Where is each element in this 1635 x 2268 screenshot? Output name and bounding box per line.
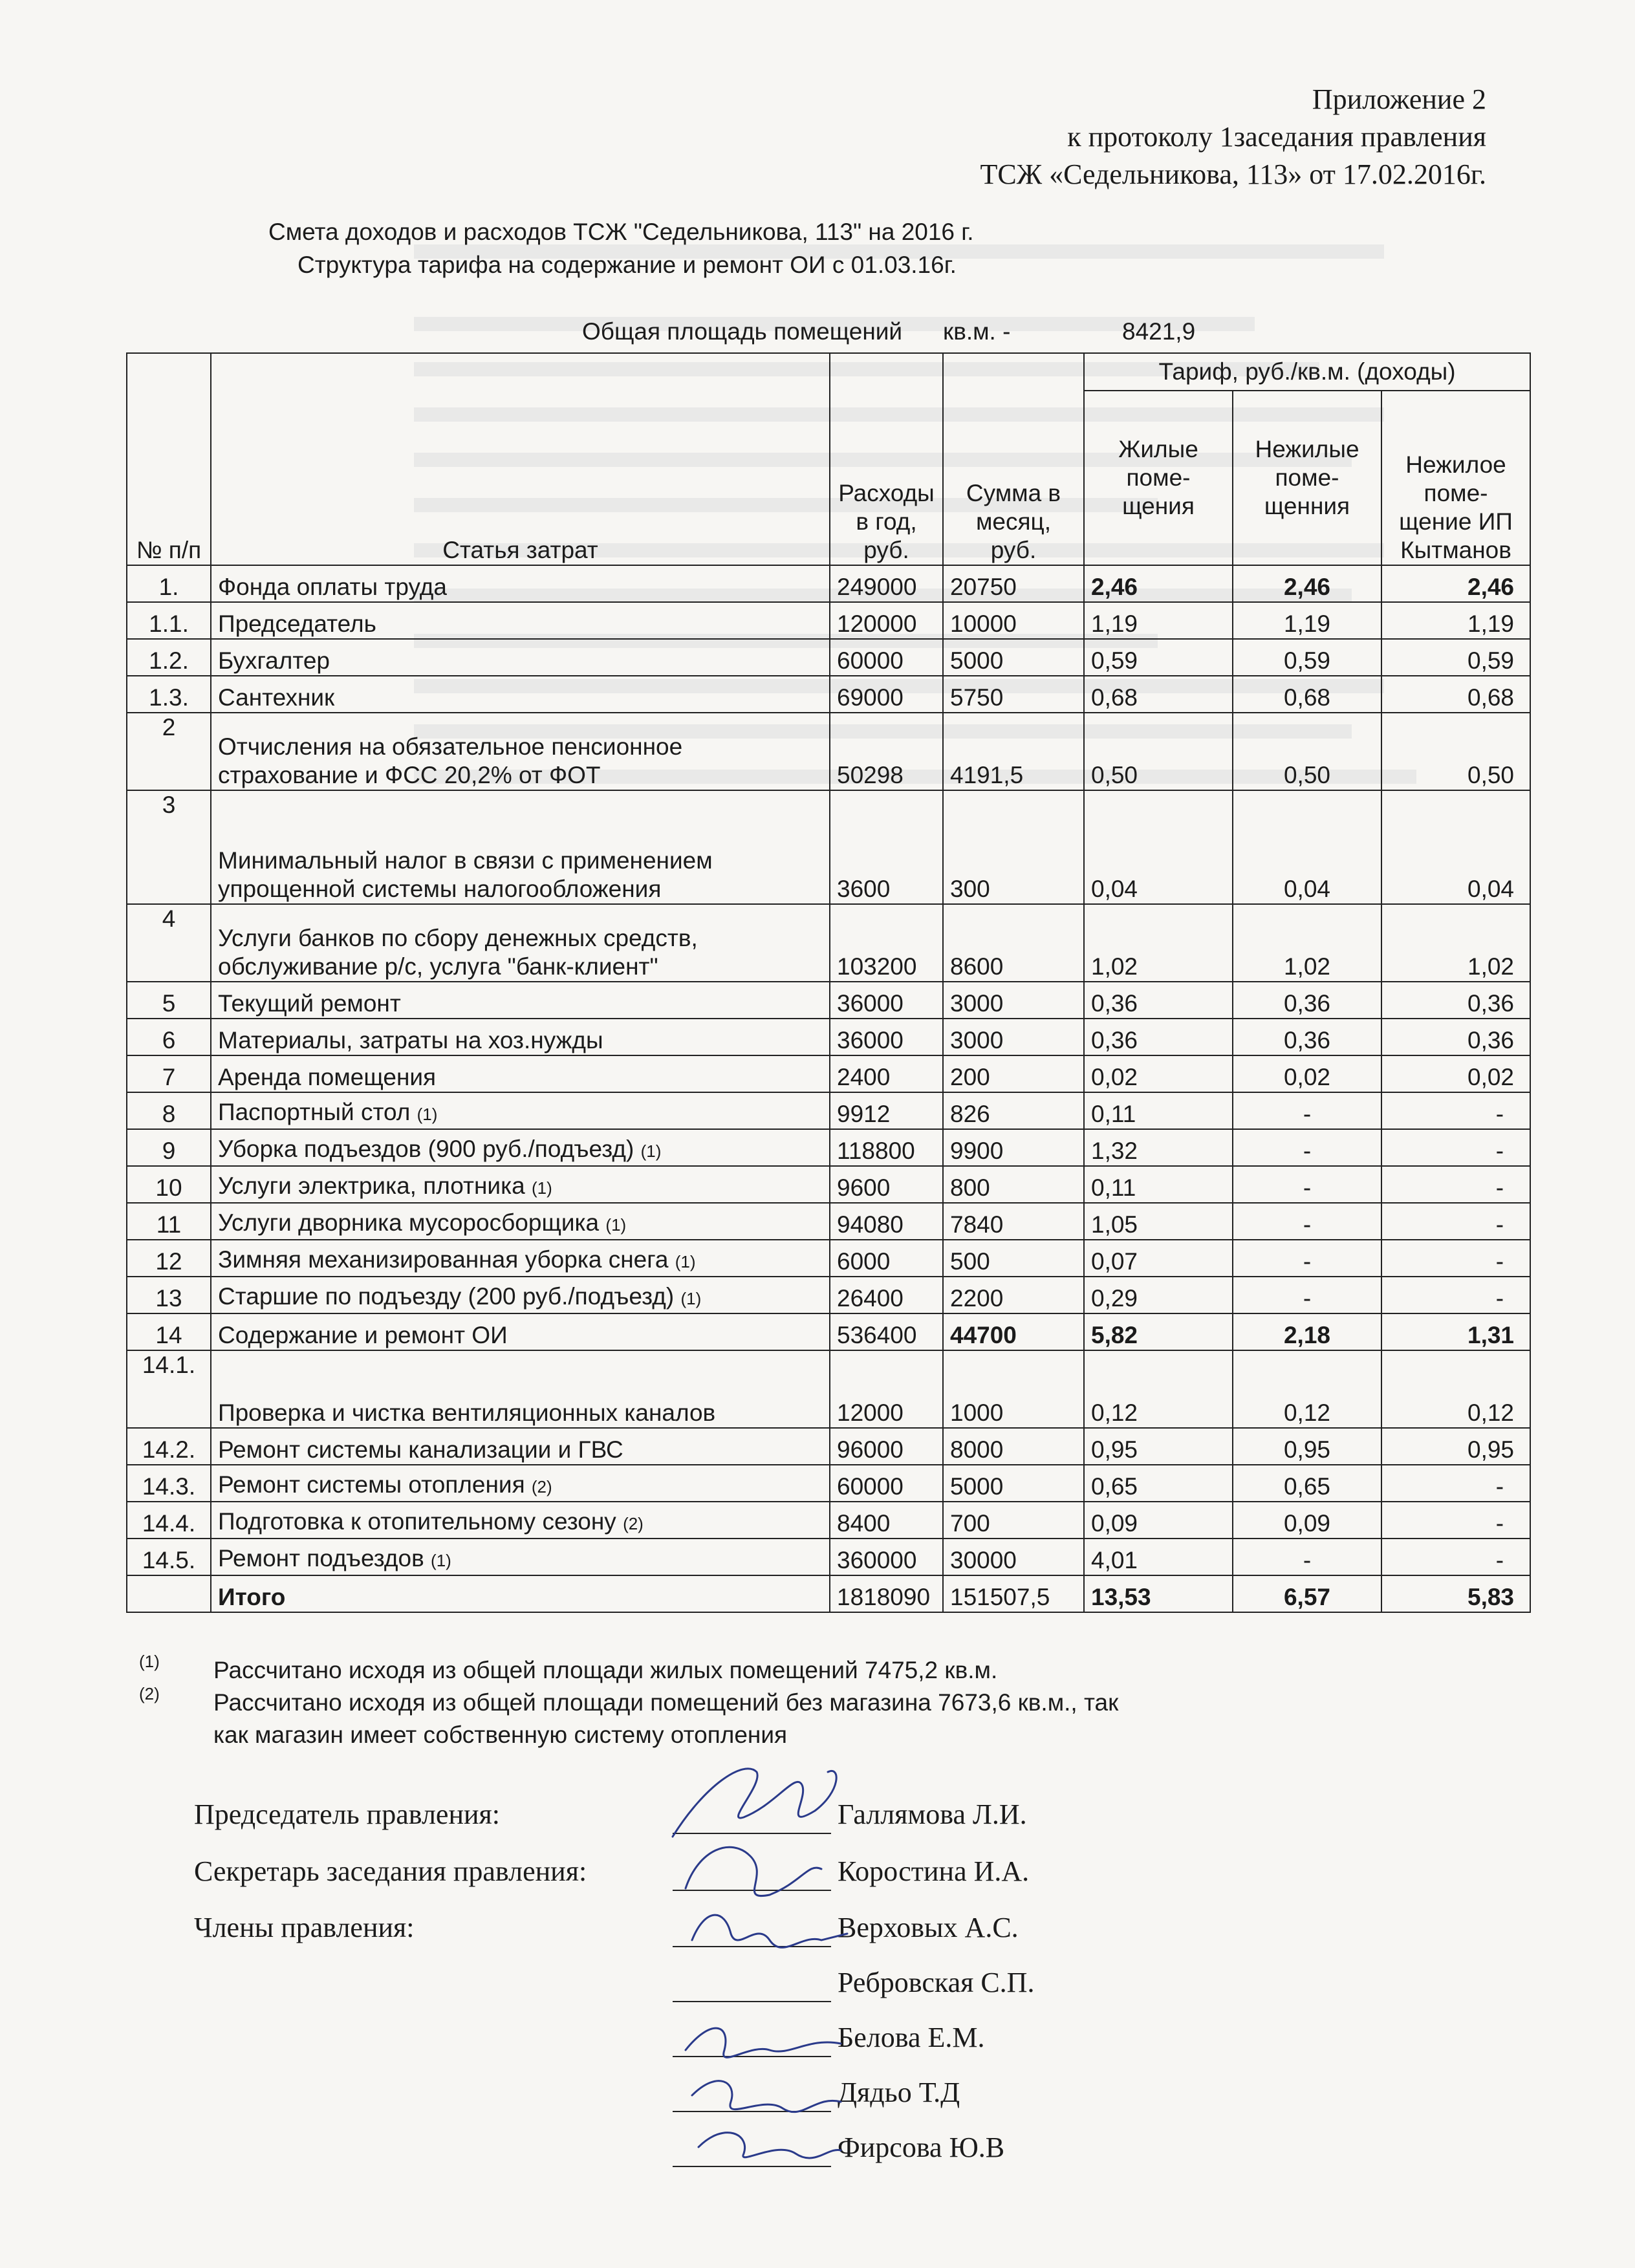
row-num: 14.5.	[127, 1539, 211, 1575]
row-article	[211, 1277, 830, 1313]
signatory-name: Коростина И.А.	[838, 1855, 1030, 1887]
signatory-name: Фирсова Ю.В	[838, 2132, 1005, 2163]
row-month: 300	[943, 790, 1084, 904]
row-nonresidential: 0,04	[1233, 790, 1381, 904]
row-nonresidential: -	[1233, 1539, 1381, 1575]
table-row	[127, 1539, 1530, 1575]
row-residential: 1,19	[1084, 602, 1233, 639]
row-article-text: Текущий ремонт	[218, 990, 401, 1017]
row-num: 8	[127, 1092, 211, 1129]
appendix-header	[710, 81, 1486, 193]
table-row	[127, 676, 1530, 713]
table-row	[127, 565, 1530, 602]
row-nonresidential: 2,46	[1233, 565, 1381, 602]
row-article	[211, 1019, 830, 1055]
row-year: 69000	[830, 676, 943, 713]
row-article	[211, 1313, 830, 1350]
header-year: Расходы в год, руб.	[830, 353, 943, 565]
row-month: 800	[943, 1166, 1084, 1203]
row-year: 249000	[830, 565, 943, 602]
row-article	[211, 1203, 830, 1240]
table-row	[127, 602, 1530, 639]
row-month: 500	[943, 1240, 1084, 1277]
table-row	[127, 713, 1530, 790]
table-row	[127, 1428, 1530, 1465]
row-month: 2200	[943, 1277, 1084, 1313]
row-nonresidential: 2,18	[1233, 1313, 1381, 1350]
row-residential: 13,53	[1084, 1575, 1233, 1612]
row-month: 4191,5	[943, 713, 1084, 790]
row-ip: 1,02	[1381, 904, 1530, 982]
header-nonresidential: Нежилые поме- щенния	[1233, 391, 1381, 565]
row-article-text: Минимальный налог в связи с применением упрощенной системы налогообложения	[218, 847, 713, 902]
row-num: 14.4.	[127, 1502, 211, 1539]
header-ip: Нежилое поме- щение ИП Кытманов	[1381, 391, 1530, 565]
row-nonresidential: -	[1233, 1166, 1381, 1203]
row-month: 8000	[943, 1428, 1084, 1465]
table-row	[127, 1092, 1530, 1129]
row-article	[211, 565, 830, 602]
row-article	[211, 676, 830, 713]
row-ip: -	[1381, 1502, 1530, 1539]
row-article-text: Содержание и ремонт ОИ	[218, 1322, 508, 1348]
footnote-ref: (1)	[605, 1215, 627, 1235]
row-year: 8400	[830, 1502, 943, 1539]
row-nonresidential: -	[1233, 1092, 1381, 1129]
signature-member-4	[692, 2081, 841, 2112]
row-nonresidential: 0,50	[1233, 713, 1381, 790]
row-residential: 0,68	[1084, 676, 1233, 713]
footnote-ref: (1)	[675, 1252, 696, 1271]
row-article	[211, 713, 830, 790]
row-year: 536400	[830, 1313, 943, 1350]
row-residential: 1,05	[1084, 1203, 1233, 1240]
table-row	[127, 982, 1530, 1019]
row-residential: 0,36	[1084, 982, 1233, 1019]
header-num: № п/п	[127, 353, 211, 565]
row-year: 118800	[830, 1129, 943, 1166]
row-ip: 0,04	[1381, 790, 1530, 904]
row-article-text: Итого	[218, 1584, 286, 1610]
footnote-mark: (2)	[139, 1684, 160, 1703]
secretary-label: Секретарь заседания правления:	[194, 1855, 587, 1887]
row-year: 12000	[830, 1350, 943, 1428]
row-nonresidential: -	[1233, 1129, 1381, 1166]
row-num: 10	[127, 1166, 211, 1203]
row-month: 8600	[943, 904, 1084, 982]
table-row	[127, 639, 1530, 676]
budget-table-body	[127, 565, 1530, 1612]
row-year: 36000	[830, 1019, 943, 1055]
row-ip: 2,46	[1381, 565, 1530, 602]
row-residential: 0,29	[1084, 1277, 1233, 1313]
signatory-name: Верховых А.С.	[838, 1912, 1019, 1943]
row-num: 6	[127, 1019, 211, 1055]
row-nonresidential: 0,12	[1233, 1350, 1381, 1428]
row-article	[211, 982, 830, 1019]
row-num: 14.2.	[127, 1428, 211, 1465]
row-nonresidential: 0,95	[1233, 1428, 1381, 1465]
row-year: 6000	[830, 1240, 943, 1277]
appendix-line-2: к протоколу 1заседания правления	[1067, 121, 1486, 153]
table-row	[127, 1313, 1530, 1350]
footnote-ref: (2)	[623, 1514, 644, 1533]
row-ip: -	[1381, 1465, 1530, 1502]
row-ip: 0,95	[1381, 1428, 1530, 1465]
row-article	[211, 1092, 830, 1129]
row-month: 200	[943, 1055, 1084, 1092]
table-row	[127, 1203, 1530, 1240]
row-article-text: Ремонт подъездов	[218, 1545, 424, 1571]
row-article-text: Фонда оплаты труда	[218, 574, 447, 600]
row-nonresidential: 0,59	[1233, 639, 1381, 676]
row-nonresidential: 1,02	[1233, 904, 1381, 982]
chair-label: Председатель правления:	[194, 1798, 500, 1830]
signatory-name: Дядьо Т.Д	[838, 2077, 960, 2108]
row-residential: 0,12	[1084, 1350, 1233, 1428]
row-article	[211, 1502, 830, 1539]
row-num: 13	[127, 1277, 211, 1313]
row-num: 7	[127, 1055, 211, 1092]
total-area-unit: кв.м. -	[943, 318, 1011, 345]
total-row	[127, 1575, 1530, 1612]
row-article-text: Проверка и чистка вентиляционных каналов	[218, 1399, 716, 1426]
row-ip: 0,68	[1381, 676, 1530, 713]
row-month: 5000	[943, 1465, 1084, 1502]
row-month: 5000	[943, 639, 1084, 676]
row-ip: -	[1381, 1539, 1530, 1575]
row-nonresidential: -	[1233, 1203, 1381, 1240]
row-ip: 0,02	[1381, 1055, 1530, 1092]
row-num	[127, 1575, 211, 1612]
table-row	[127, 790, 1530, 904]
row-article-text: Ремонт системы канализации и ГВС	[218, 1436, 623, 1463]
row-month: 3000	[943, 1019, 1084, 1055]
row-year: 60000	[830, 1465, 943, 1502]
row-residential: 0,95	[1084, 1428, 1233, 1465]
members-label: Члены правления:	[194, 1912, 415, 1943]
document-subtitle: Структура тарифа на содержание и ремонт ОИ с 01.03.16г.	[298, 252, 957, 278]
table-row	[127, 1502, 1530, 1539]
footnote-text: Рассчитано исходя из общей площади помещений без магазина 7673,6 кв.м., так как магазин имеет собственную систему отопления	[213, 1689, 1119, 1748]
row-residential: 0,65	[1084, 1465, 1233, 1502]
row-article	[211, 1055, 830, 1092]
appendix-line-3: ТСЖ «Седельникова, 113» от 17.02.2016г.	[980, 158, 1486, 190]
row-num: 4	[127, 904, 211, 982]
row-num: 1.	[127, 565, 211, 602]
row-month: 9900	[943, 1129, 1084, 1166]
row-nonresidential: 0,68	[1233, 676, 1381, 713]
row-year: 120000	[830, 602, 943, 639]
row-ip: 0,50	[1381, 713, 1530, 790]
row-nonresidential: 0,02	[1233, 1055, 1381, 1092]
document-title: Смета доходов и расходов ТСЖ "Седельникова, 113" на 2016 г.	[268, 219, 974, 245]
row-residential: 5,82	[1084, 1313, 1233, 1350]
row-nonresidential: 6,57	[1233, 1575, 1381, 1612]
row-residential: 0,04	[1084, 790, 1233, 904]
row-num: 3	[127, 790, 211, 904]
row-article-text: Бухгалтер	[218, 647, 330, 674]
row-article-text: Подготовка к отопительному сезону	[218, 1508, 616, 1535]
row-month: 3000	[943, 982, 1084, 1019]
row-article	[211, 602, 830, 639]
signature-member-3	[686, 2028, 841, 2057]
row-residential: 2,46	[1084, 565, 1233, 602]
row-month: 1000	[943, 1350, 1084, 1428]
row-article	[211, 1240, 830, 1277]
row-nonresidential: 1,19	[1233, 602, 1381, 639]
signature-member-5	[698, 2133, 841, 2158]
row-article-text: Аренда помещения	[218, 1064, 437, 1090]
row-article	[211, 1166, 830, 1203]
row-num: 12	[127, 1240, 211, 1277]
row-year: 3600	[830, 790, 943, 904]
header-tariff	[1084, 353, 1530, 391]
row-year: 9600	[830, 1166, 943, 1203]
row-article-text: Председатель	[218, 610, 376, 637]
row-ip: 5,83	[1381, 1575, 1530, 1612]
row-residential: 1,32	[1084, 1129, 1233, 1166]
row-ip: -	[1381, 1129, 1530, 1166]
row-residential: 0,02	[1084, 1055, 1233, 1092]
row-num: 5	[127, 982, 211, 1019]
table-row	[127, 904, 1530, 982]
row-month: 7840	[943, 1203, 1084, 1240]
row-article-text: Ремонт системы отопления	[218, 1471, 525, 1498]
row-article-text: Зимняя механизированная уборка снега	[218, 1246, 669, 1273]
row-year: 94080	[830, 1203, 943, 1240]
signatory-name: Галлямова Л.И.	[838, 1798, 1027, 1830]
row-month: 30000	[943, 1539, 1084, 1575]
row-month: 10000	[943, 602, 1084, 639]
handwritten-signatures	[647, 1746, 905, 2186]
row-ip: -	[1381, 1203, 1530, 1240]
footnote-text: Рассчитано исходя из общей площади жилых помещений 7475,2 кв.м.	[213, 1657, 998, 1683]
row-ip: 1,31	[1381, 1313, 1530, 1350]
row-num: 1.3.	[127, 676, 211, 713]
row-nonresidential: 0,65	[1233, 1465, 1381, 1502]
row-month: 44700	[943, 1313, 1084, 1350]
footnote-mark: (1)	[139, 1652, 160, 1671]
row-article-text: Услуги электрика, плотника	[218, 1172, 525, 1199]
row-year: 60000	[830, 639, 943, 676]
footnote-ref: (2)	[531, 1477, 552, 1496]
row-year: 26400	[830, 1277, 943, 1313]
row-ip: 0,36	[1381, 1019, 1530, 1055]
row-num: 14.3.	[127, 1465, 211, 1502]
row-year: 103200	[830, 904, 943, 982]
table-row	[127, 1240, 1530, 1277]
budget-table	[126, 352, 1531, 1613]
row-article	[211, 639, 830, 676]
row-residential: 0,11	[1084, 1166, 1233, 1203]
row-num: 1.1.	[127, 602, 211, 639]
header-article: Статья затрат	[211, 353, 830, 565]
row-residential: 4,01	[1084, 1539, 1233, 1575]
row-article-text: Сантехник	[218, 684, 335, 711]
row-ip: -	[1381, 1240, 1530, 1277]
signatory-name: Белова Е.М.	[838, 2022, 985, 2053]
footnote-ref: (1)	[640, 1141, 662, 1161]
row-article	[211, 1428, 830, 1465]
row-num: 9	[127, 1129, 211, 1166]
signature-secretary	[686, 1847, 821, 1895]
row-year: 2400	[830, 1055, 943, 1092]
row-residential: 0,59	[1084, 639, 1233, 676]
row-month: 700	[943, 1502, 1084, 1539]
row-residential: 0,36	[1084, 1019, 1233, 1055]
footnote-ref: (1)	[431, 1551, 451, 1570]
table-row	[127, 1350, 1530, 1428]
row-year: 9912	[830, 1092, 943, 1129]
row-ip: -	[1381, 1277, 1530, 1313]
row-year: 50298	[830, 713, 943, 790]
row-residential: 0,11	[1084, 1092, 1233, 1129]
total-area-value: 8421,9	[1122, 318, 1196, 345]
row-article-text: Отчисления на обязательное пенсионное страхование и ФСС 20,2% от ФОТ	[218, 733, 683, 788]
row-month: 20750	[943, 565, 1084, 602]
row-nonresidential: -	[1233, 1240, 1381, 1277]
row-num: 14.1.	[127, 1350, 211, 1428]
row-residential: 1,02	[1084, 904, 1233, 982]
table-row	[127, 1465, 1530, 1502]
row-article	[211, 1575, 830, 1612]
footnote-ref: (1)	[417, 1105, 438, 1124]
row-year: 1818090	[830, 1575, 943, 1612]
row-num: 14	[127, 1313, 211, 1350]
row-ip: -	[1381, 1166, 1530, 1203]
total-area-label: Общая площадь помещений	[582, 318, 903, 345]
row-article	[211, 1539, 830, 1575]
row-year: 36000	[830, 982, 943, 1019]
row-article	[211, 904, 830, 982]
row-residential: 0,09	[1084, 1502, 1233, 1539]
row-article-text: Материалы, затраты на хоз.нужды	[218, 1027, 603, 1053]
row-nonresidential: -	[1233, 1277, 1381, 1313]
row-article	[211, 790, 830, 904]
row-num: 1.2.	[127, 639, 211, 676]
row-ip: -	[1381, 1092, 1530, 1129]
table-row	[127, 1055, 1530, 1092]
table-row	[127, 1277, 1530, 1313]
appendix-line-1: Приложение 2	[1312, 83, 1486, 115]
table-row	[127, 1166, 1530, 1203]
row-month: 151507,5	[943, 1575, 1084, 1612]
header-tariff-text: Тариф, руб./кв.м. (доходы)	[1158, 358, 1456, 385]
row-article-text: Паспортный стол	[218, 1099, 411, 1125]
row-ip: 0,36	[1381, 982, 1530, 1019]
row-ip: 0,12	[1381, 1350, 1530, 1428]
row-ip: 1,19	[1381, 602, 1530, 639]
signature-member-1	[692, 1915, 847, 1947]
row-article-text: Уборка подъездов (900 руб./подъезд)	[218, 1136, 634, 1162]
row-ip: 0,59	[1381, 639, 1530, 676]
row-year: 360000	[830, 1539, 943, 1575]
row-nonresidential: 0,36	[1233, 1019, 1381, 1055]
row-month: 5750	[943, 676, 1084, 713]
row-article-text: Услуги банков по сбору денежных средств, обслуживание р/с, услуга "банк-клиент"	[218, 925, 698, 980]
header-residential: Жилые поме- щения	[1084, 391, 1233, 565]
row-article	[211, 1129, 830, 1166]
row-year: 96000	[830, 1428, 943, 1465]
row-residential: 0,50	[1084, 713, 1233, 790]
signature-chair	[673, 1769, 836, 1837]
row-num: 11	[127, 1203, 211, 1240]
row-nonresidential: 0,36	[1233, 982, 1381, 1019]
row-article	[211, 1350, 830, 1428]
row-article-text: Услуги дворника мусоросборщика	[218, 1209, 600, 1236]
row-article-text: Старшие по подъезду (200 руб./подъезд)	[218, 1283, 675, 1310]
row-article	[211, 1465, 830, 1502]
row-month: 826	[943, 1092, 1084, 1129]
table-row	[127, 1019, 1530, 1055]
row-residential: 0,07	[1084, 1240, 1233, 1277]
header-month: Сумма в месяц, руб.	[943, 353, 1084, 565]
signatory-name: Ребровская С.П.	[838, 1967, 1035, 1998]
table-row	[127, 1129, 1530, 1166]
row-nonresidential: 0,09	[1233, 1502, 1381, 1539]
row-num: 2	[127, 713, 211, 790]
footnote-ref: (1)	[531, 1178, 552, 1198]
footnote-ref: (1)	[680, 1289, 702, 1308]
